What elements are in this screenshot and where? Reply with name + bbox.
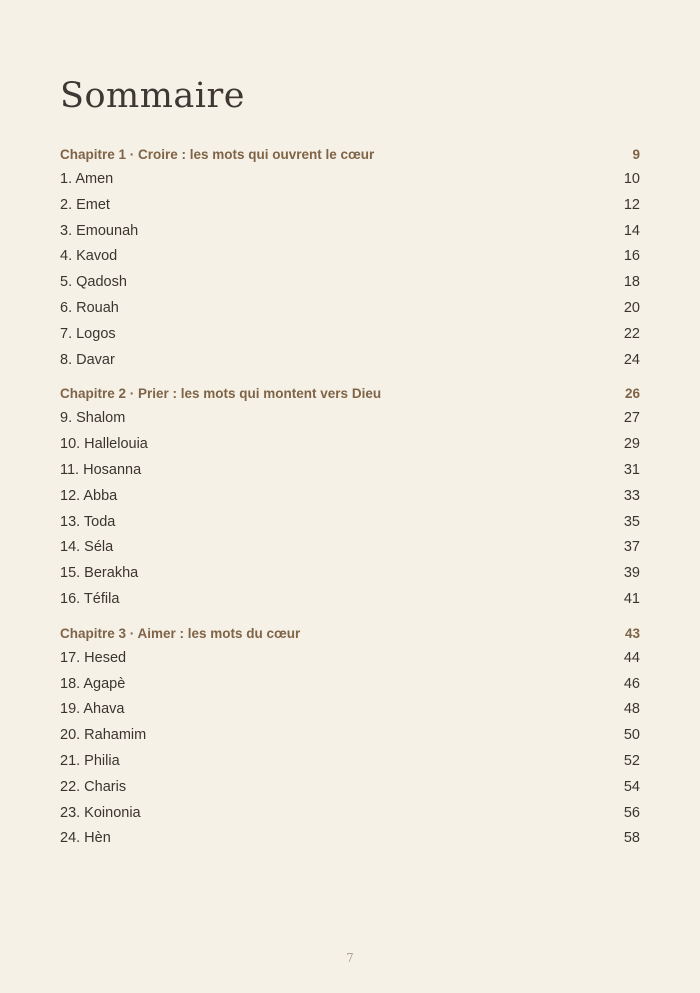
- toc-entry[interactable]: [60, 801, 640, 827]
- toc-entry-page: 35: [623, 513, 640, 530]
- toc-entry-page: 24: [623, 351, 640, 368]
- toc-entry-label: 1. Amen: [60, 171, 114, 187]
- chapter-title: Chapitre 2 · Prier : les mots qui montent vers Dieu: [60, 386, 382, 402]
- toc-entry-page: 41: [623, 590, 640, 607]
- toc-entry[interactable]: [60, 458, 640, 484]
- toc-entry-page: 52: [623, 752, 640, 769]
- toc-entry-page: 56: [623, 804, 640, 821]
- toc-entry[interactable]: [60, 270, 640, 296]
- toc-entry-label: 9. Shalom: [60, 410, 126, 427]
- toc-entry[interactable]: [60, 193, 640, 219]
- toc-entry-page: 27: [623, 410, 640, 427]
- toc-entry-label: 13. Toda: [60, 513, 116, 530]
- toc-entry[interactable]: [60, 510, 640, 536]
- toc-entry-label: 23. Koinonia: [60, 804, 141, 821]
- chapter-3: [60, 621, 640, 852]
- toc-entry[interactable]: [60, 587, 640, 613]
- toc-entry-page: 48: [623, 701, 640, 718]
- chapter-page-number: 43: [624, 625, 640, 641]
- toc-entry-page: 37: [623, 539, 640, 556]
- toc-entry-page: 10: [623, 171, 640, 187]
- toc-entry[interactable]: [60, 406, 640, 432]
- toc-entry-label: 17. Hesed: [60, 649, 127, 666]
- toc-entry-label: 19. Ahava: [60, 701, 125, 718]
- toc-entry-page: 33: [623, 487, 640, 504]
- toc-entry-page: 44: [623, 649, 640, 666]
- toc-entry-page: 58: [623, 830, 640, 847]
- chapter-1: [60, 142, 640, 373]
- toc-entry[interactable]: [60, 723, 640, 749]
- toc-entry[interactable]: [60, 561, 640, 587]
- chapter-page-number: 26: [624, 386, 640, 402]
- toc-entry-page: 29: [623, 436, 640, 453]
- toc-entry-label: 14. Séla: [60, 539, 114, 556]
- toc-entry-page: 20: [623, 299, 640, 316]
- chapter-page-number: 9: [632, 147, 640, 162]
- toc-entry[interactable]: [60, 672, 640, 698]
- toc-entry-label: 22. Charis: [60, 778, 127, 795]
- chapter-heading[interactable]: [60, 142, 640, 167]
- toc-entry[interactable]: [60, 697, 640, 723]
- toc-entry[interactable]: [60, 484, 640, 510]
- toc-entry[interactable]: [60, 535, 640, 561]
- toc-entry-label: 3. Emounah: [60, 222, 139, 239]
- toc-entry[interactable]: [60, 348, 640, 374]
- toc-entry[interactable]: [60, 296, 640, 322]
- toc-entry-page: 31: [623, 461, 640, 478]
- toc-entry-page: 54: [623, 778, 640, 795]
- toc-entry-page: 46: [623, 675, 640, 692]
- toc-entry-label: 4. Kavod: [60, 248, 118, 265]
- toc-entry-label: 11. Hosanna: [60, 461, 142, 478]
- toc-entry[interactable]: [60, 749, 640, 775]
- toc-entry[interactable]: [60, 244, 640, 270]
- chapter-heading[interactable]: [60, 621, 640, 646]
- toc-entry-page: 50: [623, 727, 640, 744]
- chapter-2: [60, 381, 640, 612]
- toc-entry-page: 12: [623, 196, 640, 213]
- toc-entry[interactable]: [60, 322, 640, 348]
- toc-entry-label: 7. Logos: [60, 325, 116, 342]
- table-of-contents: [60, 142, 640, 860]
- toc-entry-page: 39: [623, 565, 640, 582]
- toc-entry[interactable]: [60, 432, 640, 458]
- toc-entry[interactable]: [60, 219, 640, 245]
- toc-entry-page: 16: [623, 248, 640, 265]
- toc-entry-label: 24. Hèn: [60, 830, 111, 847]
- toc-entry-label: 10. Hallelouia: [60, 436, 148, 453]
- toc-entry[interactable]: [60, 826, 640, 852]
- toc-entry-label: 8. Davar: [60, 351, 115, 368]
- toc-entry-label: 2. Emet: [60, 196, 110, 213]
- toc-entry-label: 16. Téfila: [60, 590, 120, 607]
- toc-entry-page: 14: [623, 222, 640, 239]
- page-number-footer: 7: [346, 951, 354, 965]
- chapter-title: Chapitre 3 · Aimer : les mots du cœur: [60, 625, 301, 641]
- toc-entry-label: 6. Rouah: [60, 299, 119, 316]
- page-title: Sommaire: [60, 76, 245, 116]
- toc-entry[interactable]: [60, 167, 640, 193]
- toc-entry-page: 18: [623, 274, 640, 291]
- chapter-title: Chapitre 1 · Croire : les mots qui ouvrent le cœur: [60, 147, 375, 162]
- toc-entry-label: 18. Agapè: [60, 675, 126, 692]
- chapter-heading[interactable]: [60, 381, 640, 406]
- toc-entry-label: 21. Philia: [60, 752, 120, 769]
- toc-entry-page: 22: [623, 325, 640, 342]
- toc-entry[interactable]: [60, 775, 640, 801]
- toc-entry-label: 12. Abba: [60, 487, 118, 504]
- toc-entry-label: 15. Berakha: [60, 565, 139, 582]
- toc-entry-label: 20. Rahamim: [60, 727, 147, 744]
- toc-entry-label: 5. Qadosh: [60, 274, 127, 291]
- toc-entry[interactable]: [60, 646, 640, 672]
